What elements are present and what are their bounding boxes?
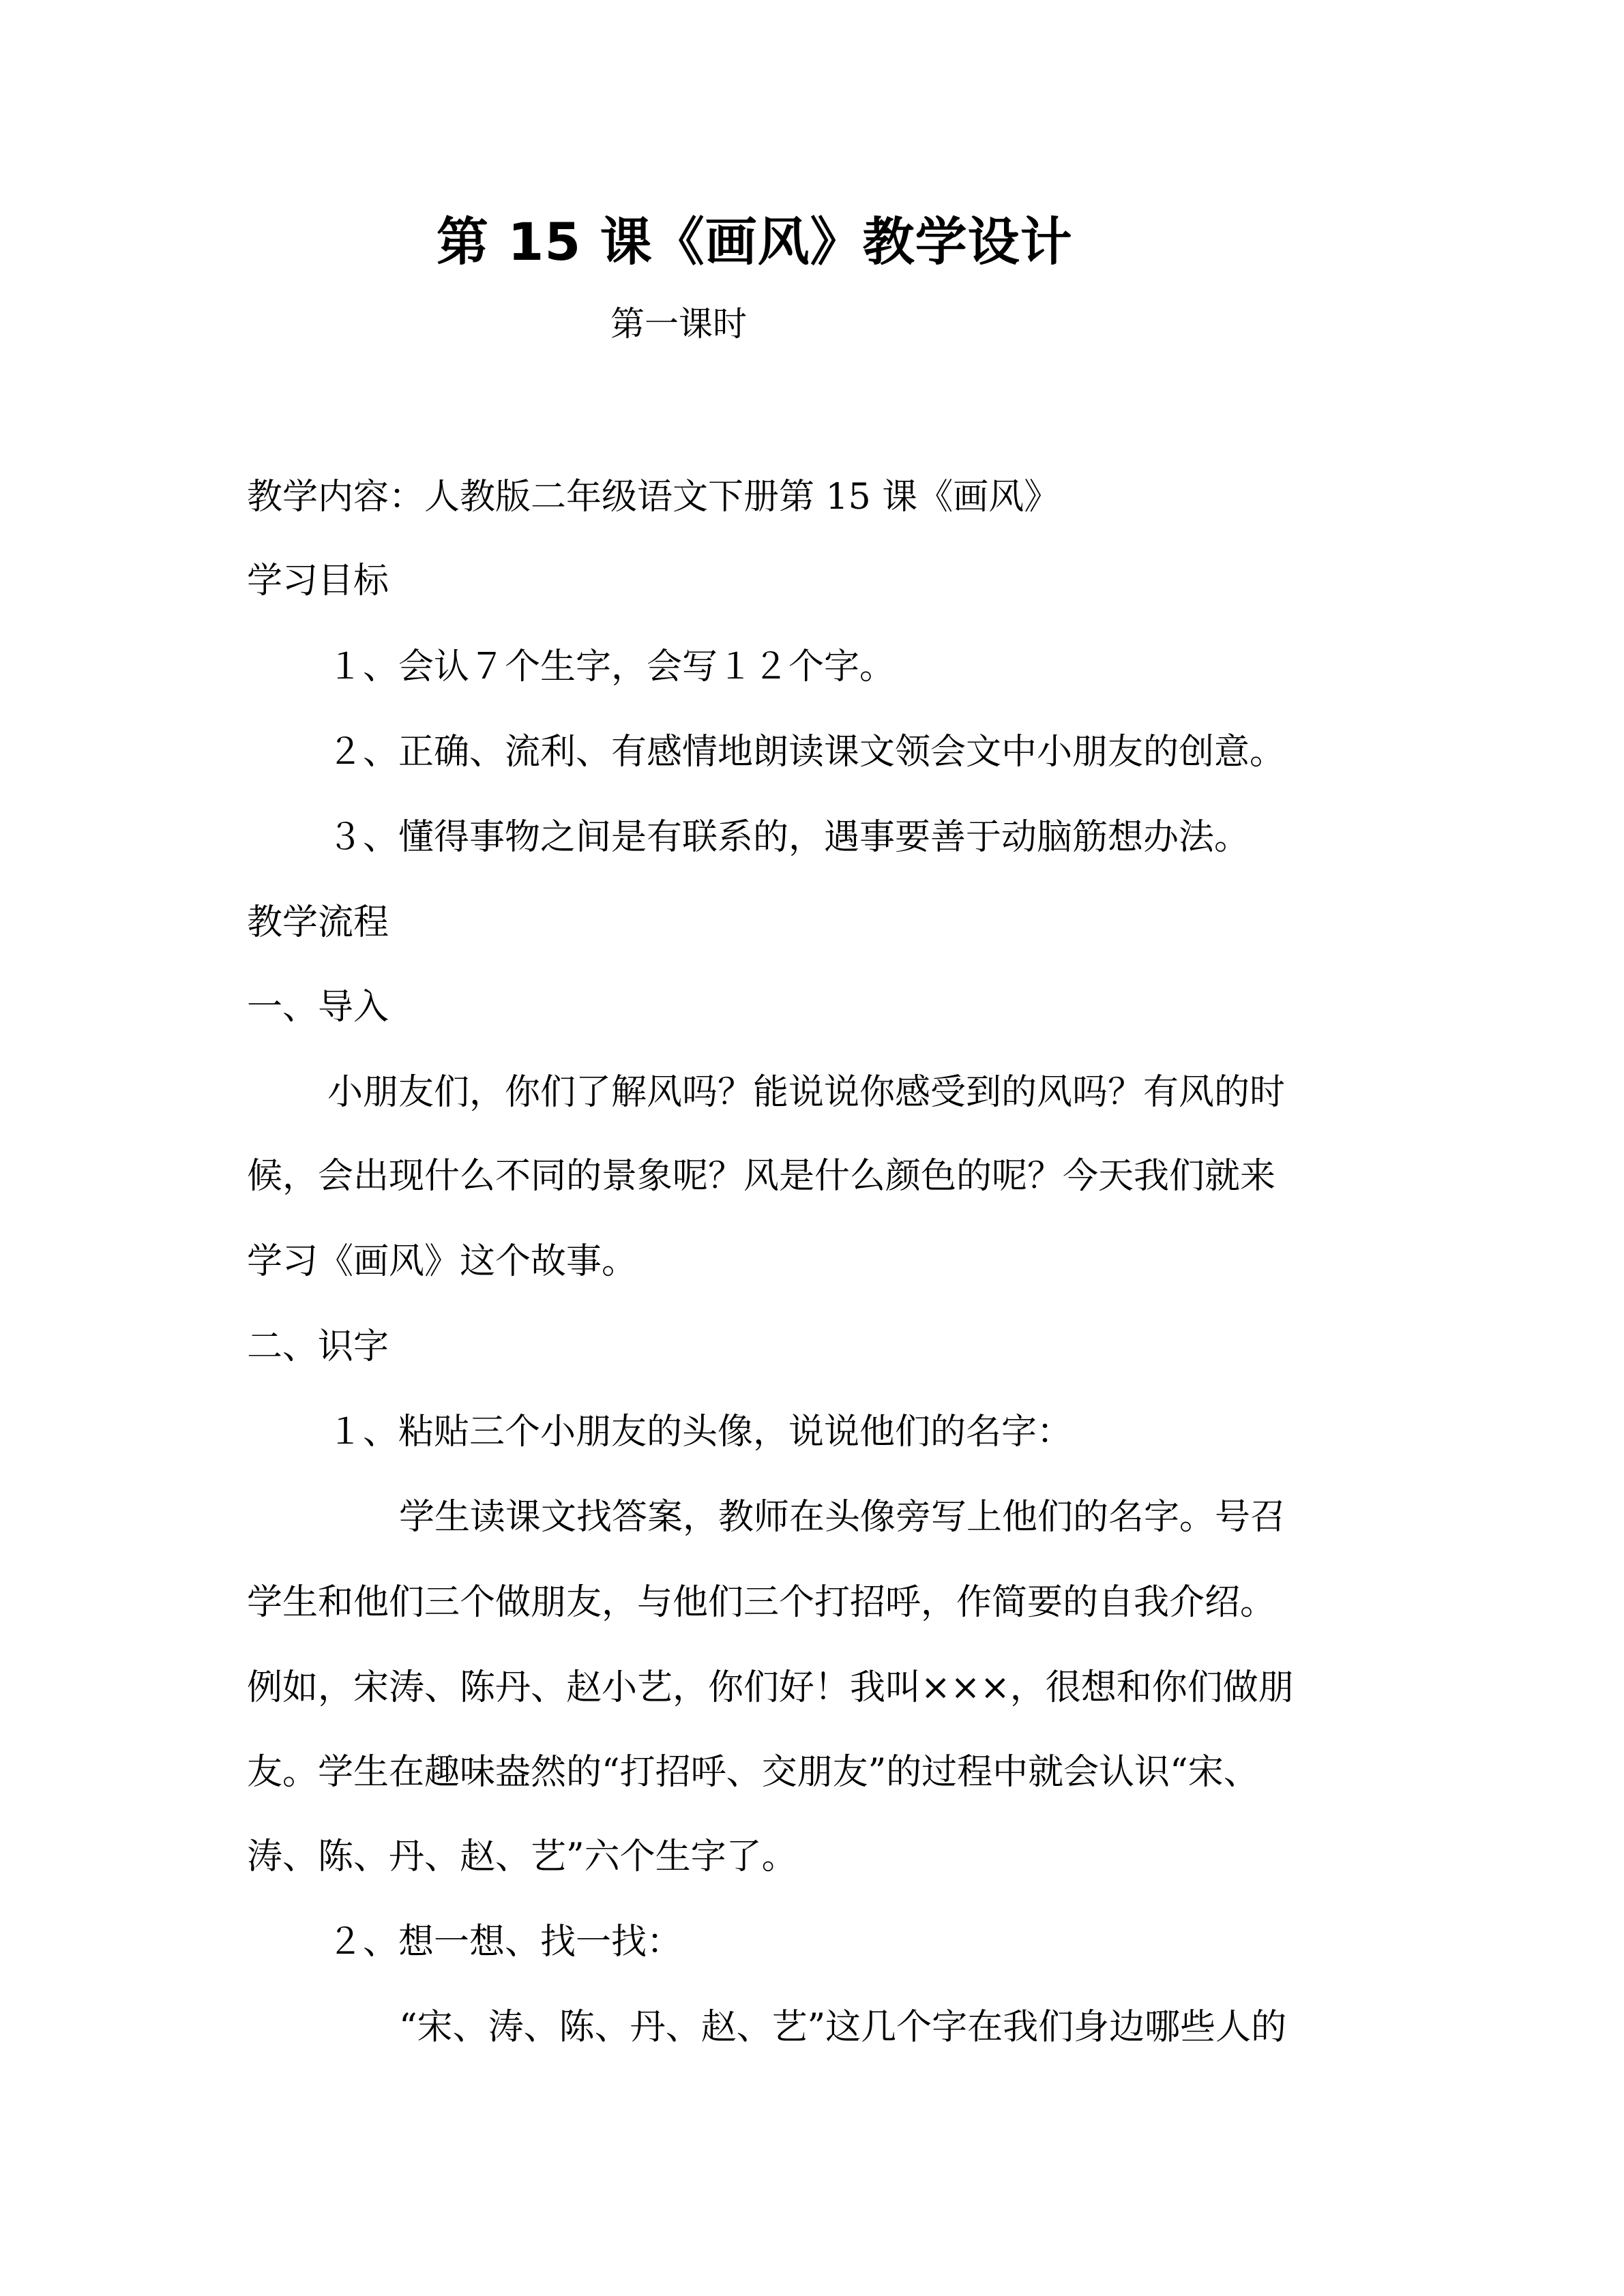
- paragraph-line: “宋、涛、陈、丹、赵、艺”这几个字在我们身边哪些人的: [399, 2007, 1287, 2048]
- paragraph-line: 学生读课文找答案，教师在头像旁写上他们的名字。号召: [399, 1497, 1286, 1538]
- section-heading-process: 教学流程: [247, 902, 389, 943]
- teaching-content-line: 教学内容：人教版二年级语文下册第 15 课《画风》: [247, 477, 1060, 518]
- objective-item-3: ３、懂得事物之间是有联系的，遇事要善于动脑筋想办法。: [327, 817, 1250, 858]
- paragraph-line: 小朋友们，你们了解风吗？能说说你感受到的风吗？有风的时: [327, 1072, 1286, 1113]
- paragraph-line: 学生和他们三个做朋友，与他们三个打招呼，作简要的自我介绍。: [247, 1582, 1276, 1623]
- objective-item-1: １、会认７个生字，会写１２个字。: [327, 646, 896, 687]
- paragraph-line: 涛、陈、丹、赵、艺”六个生字了。: [247, 1836, 797, 1877]
- literacy-item-1: １、粘贴三个小朋友的头像，说说他们的名字：: [327, 1412, 1073, 1452]
- paragraph-line: 学习《画风》这个故事。: [247, 1241, 638, 1282]
- paragraph-line: 候，会出现什么不同的景象呢？风是什么颜色的呢？今天我们就来: [247, 1156, 1276, 1197]
- page-subtitle: 第一课时: [610, 304, 747, 344]
- section-heading-objectives: 学习目标: [247, 561, 389, 601]
- section-heading-literacy: 二、识字: [247, 1326, 389, 1367]
- paragraph-line: 例如，宋涛、陈丹、赵小艺，你们好！我叫×××，很想和你们做朋: [247, 1667, 1294, 1708]
- section-heading-intro: 一、导入: [247, 987, 389, 1028]
- literacy-item-2: ２、想一想、找一找：: [327, 1922, 683, 1963]
- objective-item-2: ２、正确、流利、有感情地朗读课文领会文中小朋友的创意。: [327, 732, 1286, 773]
- page-title: 第 15 课《画风》教学设计: [437, 211, 1073, 272]
- paragraph-line: 友。学生在趣味盎然的“打招呼、交朋友”的过程中就会认识“宋、: [247, 1752, 1259, 1793]
